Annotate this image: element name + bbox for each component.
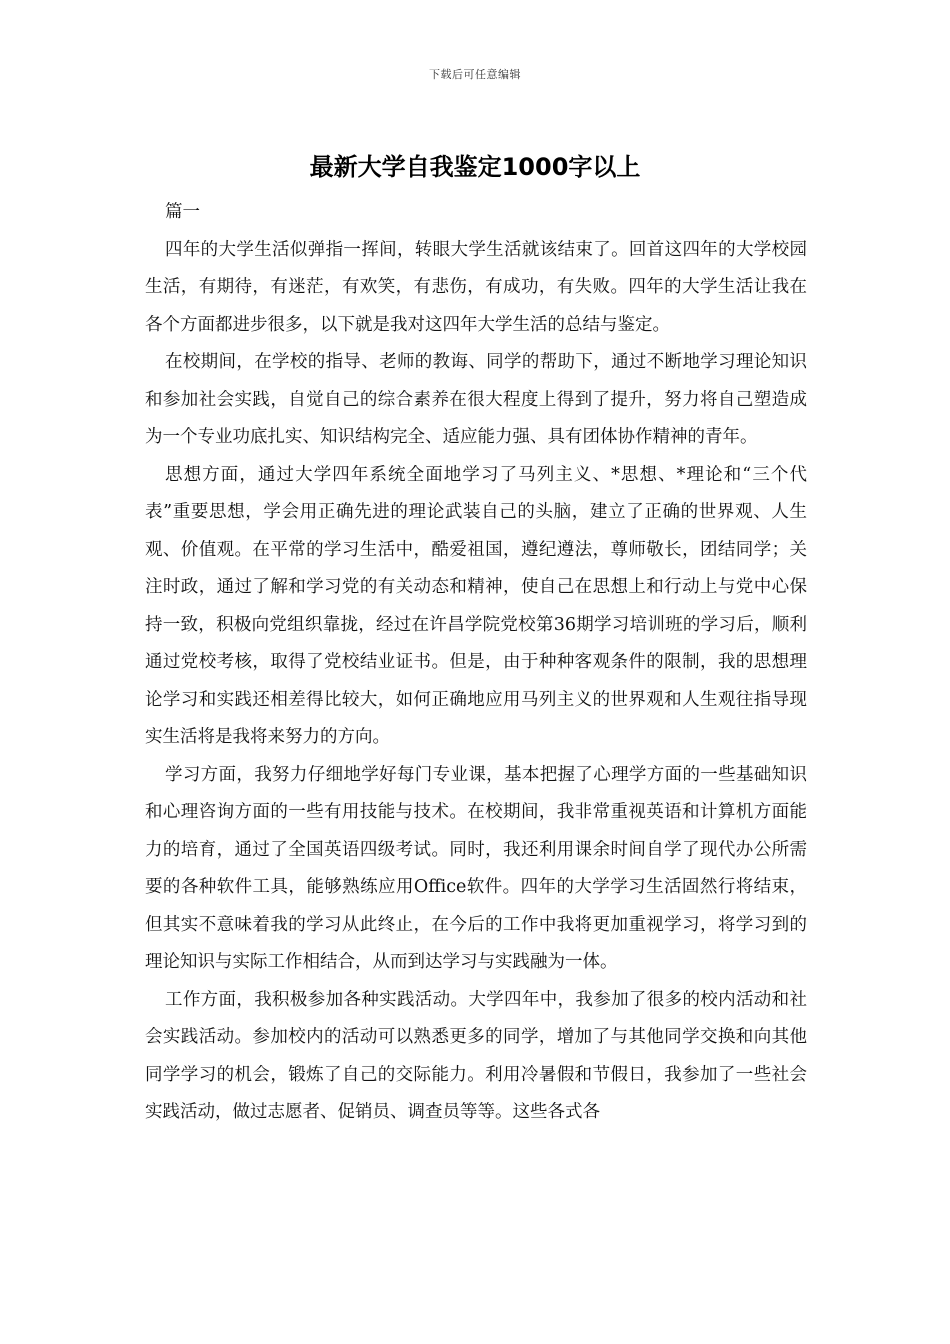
- body-paragraph: 学习方面，我努力仔细地学好每门专业课，基本把握了心理学方面的一些基础知识和心理咨询方面的一些有用技能与技术。在校期间，我非常重视英语和计算机方面能力的培育，通过了全国英语四级考试。同时，我还利用课余时间自学了现代办公所需要的各种软件工具，能够熟练应用Office软件。四年的大学学习生活固然行将结束，但其实不意味着我的学习从此终止，在今后的工作中我将更加重视学习，将学习到的理论知识与实际工作相结合，从而到达学习与实践融为一体。: [145, 764, 807, 972]
- body-paragraph: 四年的大学生活似弹指一挥间，转眼大学生活就该结束了。回首这四年的大学校园生活，有期待，有迷茫，有欢笑，有悲伤，有成功，有失败。四年的大学生活让我在各个方面都进步很多，以下就是我对这四年大学生活的总结与鉴定。: [145, 239, 807, 335]
- header-note: 下载后可任意编辑: [429, 68, 521, 81]
- document-title: 最新大学自我鉴定1000字以上: [309, 153, 641, 181]
- body-paragraph: 在校期间，在学校的指导、老师的教诲、同学的帮助下，通过不断地学习理论知识和参加社会实践，自觉自己的综合素养在很大程度上得到了提升，努力将自己塑造成为一个专业功底扎实、知识结构完全、适应能力强、具有团体协作精神的青年。: [145, 352, 807, 447]
- section-label: 篇一: [165, 202, 200, 222]
- document-body: [145, 194, 807, 1132]
- body-paragraph: 思想方面，通过大学四年系统全面地学习了马列主义、*思想、*理论和“三个代表”重要思想，学会用正确先进的理论武装自己的头脑，建立了正确的世界观、人生观、价值观。在平常的学习生活中，酷爱祖国，遵纪遵法，尊师敬长，团结同学；关注时政，通过了解和学习党的有关动态和精神，使自己在思想上和行动上与党中心保持一致，积极向党组织靠拢，经过在许昌学院党校第36期学习培训班的学习后，顺利通过党校考核，取得了党校结业证书。但是，由于种种客观条件的限制，我的思想理论学习和实践还相差得比较大，如何正确地应用马列主义的世界观和人生观往指导现实生活将是我将来努力的方向。: [145, 464, 807, 747]
- body-paragraph: 工作方面，我积极参加各种实践活动。大学四年中，我参加了很多的校内活动和社会实践活动。参加校内的活动可以熟悉更多的同学，增加了与其他同学交换和向其他同学学习的机会，锻炼了自己的交际能力。利用冷暑假和节假日，我参加了一些社会实践活动，做过志愿者、促销员、调查员等等。这些各式各: [145, 989, 807, 1122]
